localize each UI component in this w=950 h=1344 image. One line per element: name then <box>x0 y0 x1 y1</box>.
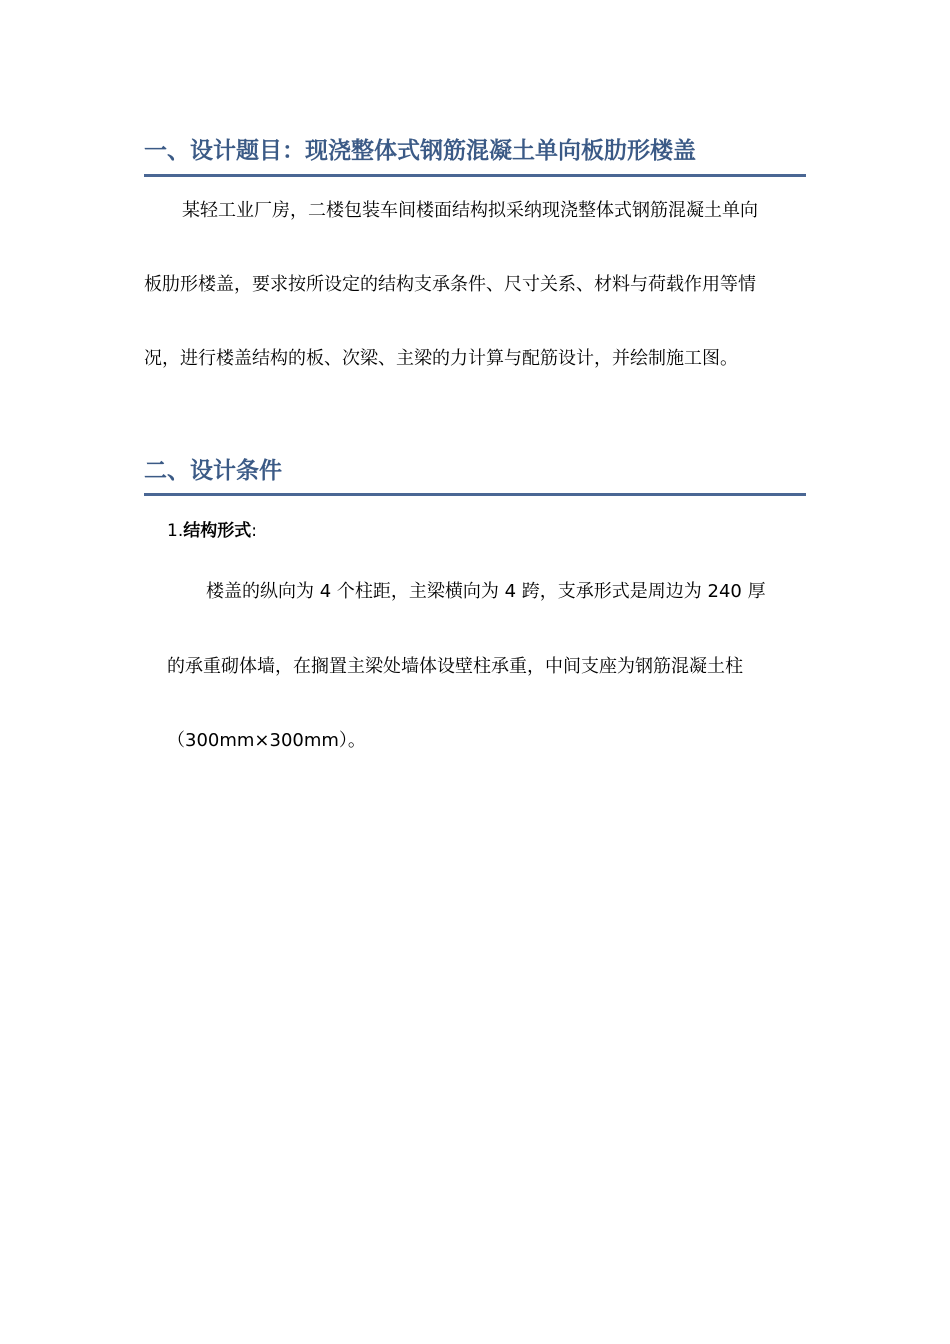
section-heading-design-conditions: 二、设计条件 <box>144 458 282 484</box>
paragraph-line: 板肋形楼盖，要求按所设定的结构支承条件、尺寸关系、材料与荷载作用等情 <box>144 274 756 295</box>
heading-underline <box>144 174 806 177</box>
paragraph-line: 楼盖的纵向为 4 个柱距，主梁横向为 4 跨，支承形式是周边为 240 厚 <box>206 581 766 602</box>
section-heading-design-topic: 一、设计题目：现浇整体式钢筋混凝土单向板肋形楼盖 <box>144 138 696 164</box>
list-item-label: 结构形式 <box>183 521 252 541</box>
list-number: 1. <box>167 521 184 541</box>
paragraph-line: 的承重砌体墙，在搁置主梁处墙体设壁柱承重，中间支座为钢筋混凝土柱 <box>167 656 743 677</box>
paragraph-line: （300mm×300mm）。 <box>167 730 366 751</box>
paragraph-line: 况，进行楼盖结构的板、次梁、主梁的力计算与配筋设计，并绘制施工图。 <box>144 348 738 369</box>
heading-underline <box>144 493 806 496</box>
list-item-structure-form <box>167 519 257 543</box>
paragraph-line: 某轻工业厂房，二楼包装车间楼面结构拟采纳现浇整体式钢筋混凝土单向 <box>182 200 758 221</box>
list-item-colon: : <box>251 521 257 541</box>
